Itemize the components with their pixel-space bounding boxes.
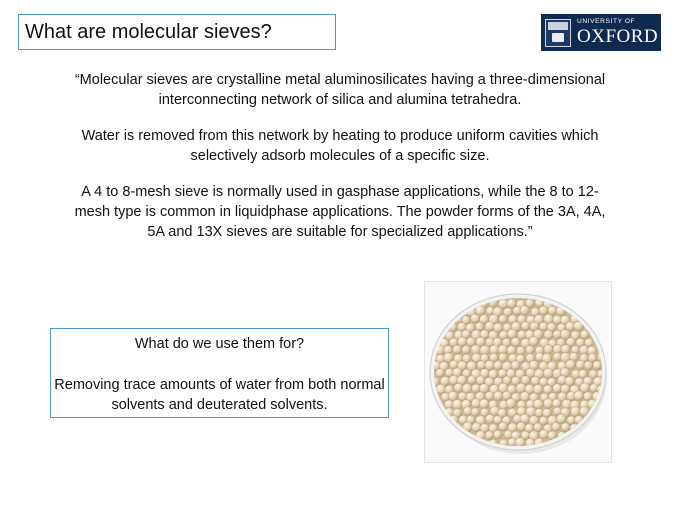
oxford-logo	[541, 14, 661, 51]
sieve-bead	[521, 322, 530, 331]
sieve-bead	[529, 336, 539, 346]
sieve-bead	[539, 430, 548, 439]
oxford-crest-icon	[545, 19, 571, 47]
sieve-bead	[507, 299, 516, 308]
sieve-bead	[506, 399, 516, 409]
sieve-bead	[531, 376, 540, 385]
logo-line-1: UNIVERSITY OF	[577, 17, 636, 25]
sieve-bead	[494, 361, 503, 370]
sieve-bead	[593, 361, 602, 370]
sieve-bead	[553, 384, 562, 393]
sieve-bead	[472, 384, 481, 393]
quote-paragraph-3: A 4 to 8-mesh sieve is normally used in gasphase applications, while the 8 to 12-mesh type is common in liquidphase applications. The powder forms of the 3A, 4A, 5A and 13X sieves are suitable for specialized applications.”	[74, 184, 606, 240]
usage-box	[50, 328, 389, 418]
sieve-bead	[499, 315, 508, 324]
sieve-bead	[511, 361, 520, 370]
sieve-bead	[543, 385, 552, 394]
sieve-bead	[520, 392, 530, 402]
sieve-bead	[543, 399, 553, 409]
usage-question: What do we use them for?	[134, 336, 305, 352]
logo-line-2: OXFORD	[577, 26, 659, 48]
sieve-bead	[479, 399, 489, 409]
sieve-bead	[566, 360, 576, 370]
petri-dish-image	[425, 282, 611, 462]
sieve-bead	[543, 368, 553, 378]
sieve-bead	[534, 399, 544, 409]
slide-title-box	[18, 14, 336, 50]
sieve-bead	[454, 383, 463, 392]
sieve-bead	[511, 337, 520, 346]
sieve-bead	[539, 322, 548, 331]
sieve-bead	[493, 391, 503, 401]
sieve-bead	[477, 361, 486, 370]
sieve-bead	[485, 392, 494, 401]
sieve-bead	[574, 391, 584, 401]
sieve-bead	[517, 422, 526, 431]
sieve-bead	[485, 322, 495, 332]
sieve-bead	[499, 422, 508, 431]
sieve-bead	[462, 345, 471, 354]
sieve-bead	[467, 376, 476, 385]
sieve-bead	[493, 430, 502, 439]
usage-answer: Removing trace amounts of water from both normal solvents and deuterated solvents.	[54, 377, 385, 413]
sieve-bead	[552, 399, 561, 408]
sieve-bead	[453, 345, 462, 354]
sieve-bead	[584, 361, 593, 370]
sieve-bead	[556, 414, 566, 424]
sieve-bead	[521, 376, 530, 385]
sieve-bead	[452, 400, 462, 410]
sieve-bead	[526, 346, 535, 355]
sieve-bead	[535, 408, 544, 417]
sieve-bead	[507, 346, 516, 355]
sieve-bead	[471, 408, 480, 417]
sieve-bead	[485, 414, 494, 423]
sieve-bead	[552, 423, 561, 432]
molecular-sieve-beads-photo	[424, 281, 612, 463]
sieve-bead	[520, 306, 529, 315]
sieve-bead	[499, 353, 508, 362]
quote-paragraph-1: “Molecular sieves are crystalline metal aluminosilicates having a three-dimensional interconnecting network of silica and alumina tetrahedra.	[74, 72, 606, 108]
sieve-bead	[517, 347, 526, 356]
sieve-bead	[436, 369, 445, 378]
sieve-bead	[548, 306, 557, 315]
oxford-logo-text	[577, 19, 658, 47]
sieve-bead	[539, 306, 548, 315]
sieve-bead	[458, 337, 467, 346]
sieve-bead	[544, 345, 553, 354]
sieve-bead	[485, 431, 494, 440]
sieve-bead	[561, 423, 570, 432]
sieve-bead	[576, 360, 585, 369]
definition-quote	[70, 70, 610, 258]
quote-paragraph-2: Water is removed from this network by heating to produce uniform cavities which selectively adsorb molecules of a specific size.	[81, 128, 599, 164]
sieve-bead	[580, 330, 589, 339]
slide-title: What are molecular sieves?	[25, 20, 272, 43]
sieve-bead	[471, 314, 480, 323]
